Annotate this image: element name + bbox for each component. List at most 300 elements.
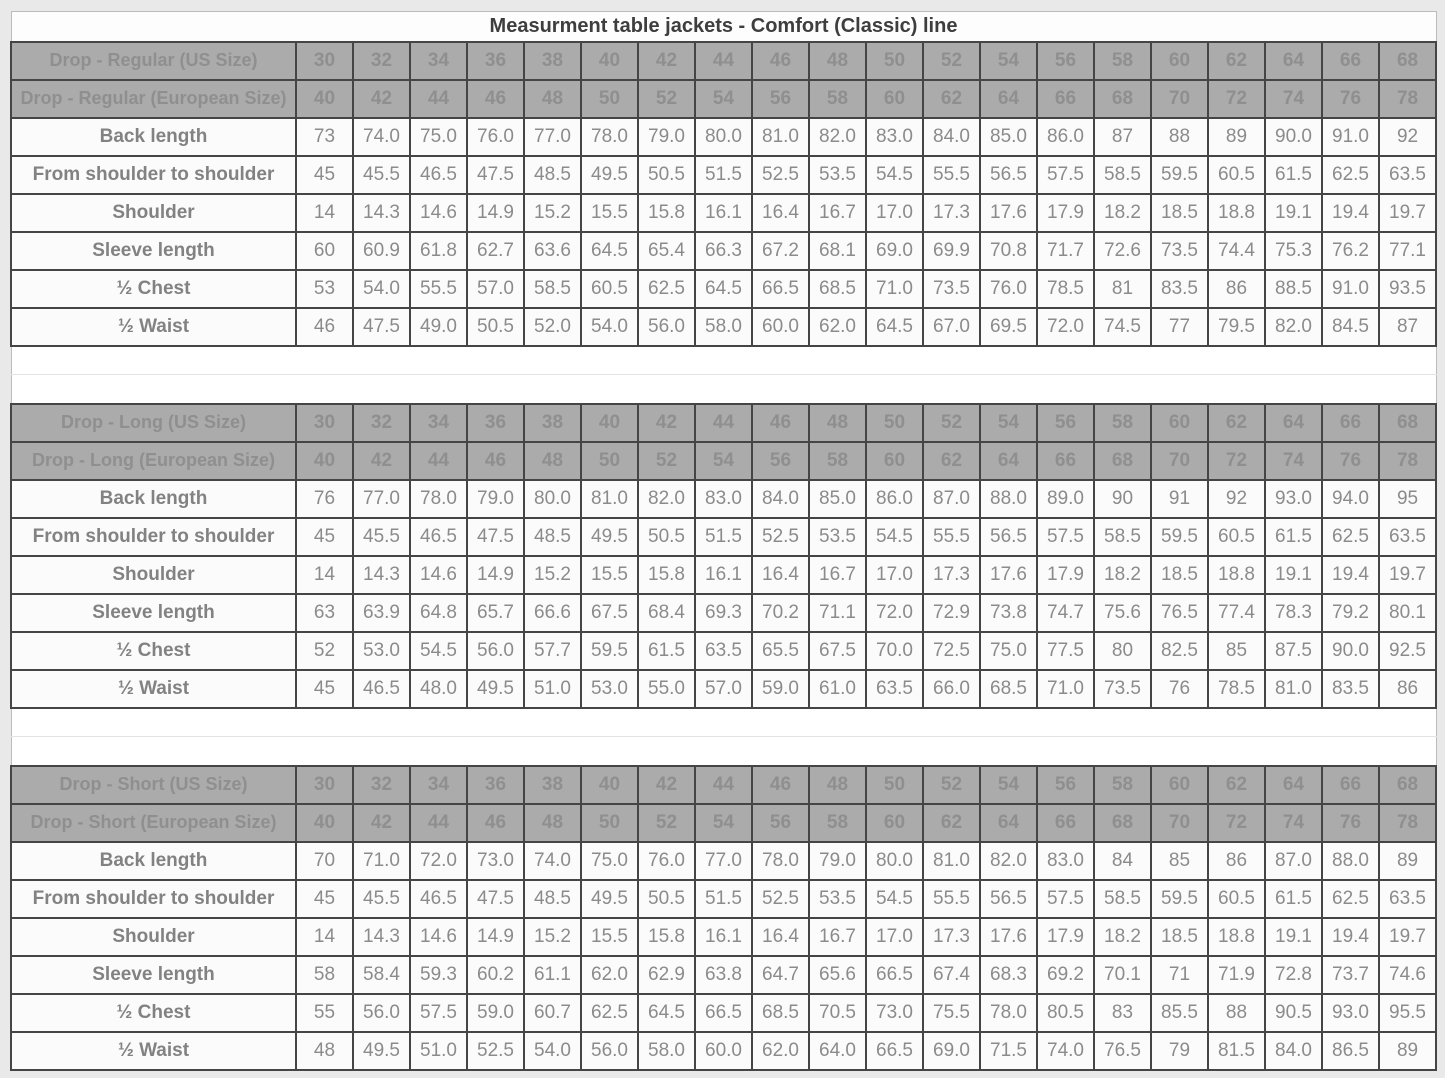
us-size-cell: 56 [1037, 42, 1094, 80]
measurement-value-cell: 19.1 [1265, 556, 1322, 594]
measurement-value-cell: 66.5 [695, 994, 752, 1032]
measurement-value-cell: 15.2 [524, 194, 581, 232]
us-size-cell: 66 [1322, 42, 1379, 80]
measurement-row [11, 842, 1436, 880]
measurement-value-cell: 82.0 [980, 842, 1037, 880]
eu-size-cell: 70 [1151, 80, 1208, 118]
measurement-value-cell: 60.5 [1208, 156, 1265, 194]
measurement-value-cell: 76 [1151, 670, 1208, 708]
eu-size-cell: 48 [524, 80, 581, 118]
us-size-cell: 34 [410, 42, 467, 80]
table-title: Measurment table jackets - Comfort (Classic) line [11, 12, 1436, 42]
measurement-value-cell: 73.7 [1322, 956, 1379, 994]
measurement-row [11, 194, 1436, 232]
measurement-row [11, 308, 1436, 346]
measurement-row [11, 1032, 1436, 1070]
measurement-value-cell: 52 [296, 632, 353, 670]
us-size-cell: 38 [524, 766, 581, 804]
us-size-cell: 56 [1037, 766, 1094, 804]
measurement-value-cell: 15.5 [581, 556, 638, 594]
measurement-value-cell: 47.5 [467, 156, 524, 194]
measurement-value-cell: 75.6 [1094, 594, 1151, 632]
measurement-value-cell: 50.5 [638, 156, 695, 194]
measurement-value-cell: 69.3 [695, 594, 752, 632]
measurement-value-cell: 45 [296, 670, 353, 708]
measurement-value-cell: 16.7 [809, 918, 866, 956]
measurement-value-cell: 45 [296, 518, 353, 556]
measurement-value-cell: 78.5 [1037, 270, 1094, 308]
measurement-value-cell: 63 [296, 594, 353, 632]
measurement-value-cell: 93.0 [1322, 994, 1379, 1032]
us-size-cell: 30 [296, 766, 353, 804]
eu-size-cell: 40 [296, 804, 353, 842]
measurement-value-cell: 17.3 [923, 194, 980, 232]
measurement-value-cell: 15.8 [638, 194, 695, 232]
measurement-value-cell: 88 [1151, 118, 1208, 156]
eu-size-cell: 62 [923, 804, 980, 842]
measurement-value-cell: 77.0 [695, 842, 752, 880]
measurement-value-cell: 50.5 [467, 308, 524, 346]
us-size-cell: 58 [1094, 404, 1151, 442]
eu-size-cell: 46 [467, 80, 524, 118]
measurement-table-body [11, 12, 1436, 1070]
measurement-value-cell: 75.0 [980, 632, 1037, 670]
eu-size-header-row [11, 442, 1436, 480]
measurement-value-cell: 66.5 [866, 1032, 923, 1070]
measurement-value-cell: 57.5 [1037, 518, 1094, 556]
measurement-row [11, 594, 1436, 632]
measurement-value-cell: 68.5 [752, 994, 809, 1032]
measurement-value-cell: 17.6 [980, 556, 1037, 594]
measurement-value-cell: 67.2 [752, 232, 809, 270]
measurement-value-cell: 56.0 [353, 994, 410, 1032]
measurement-value-cell: 70.0 [866, 632, 923, 670]
eu-size-cell: 64 [980, 442, 1037, 480]
measurement-value-cell: 53.5 [809, 518, 866, 556]
us-size-cell: 54 [980, 42, 1037, 80]
measurement-value-cell: 16.4 [752, 556, 809, 594]
measurement-value-cell: 62.5 [1322, 156, 1379, 194]
measurement-value-cell: 47.5 [467, 518, 524, 556]
us-size-cell: 64 [1265, 766, 1322, 804]
measurement-value-cell: 55 [296, 994, 353, 1032]
measurement-value-cell: 14 [296, 194, 353, 232]
measurement-value-cell: 58.0 [695, 308, 752, 346]
us-size-cell: 66 [1322, 404, 1379, 442]
measurement-value-cell: 59.5 [1151, 518, 1208, 556]
section-spacer-row [11, 737, 1436, 766]
measurement-row-label: Sleeve length [11, 594, 296, 632]
measurement-value-cell: 63.9 [353, 594, 410, 632]
measurement-value-cell: 93.5 [1379, 270, 1436, 308]
measurement-value-cell: 86.5 [1322, 1032, 1379, 1070]
measurement-value-cell: 45 [296, 156, 353, 194]
measurement-value-cell: 57.0 [467, 270, 524, 308]
measurement-value-cell: 64.5 [695, 270, 752, 308]
eu-size-cell: 58 [809, 804, 866, 842]
eu-size-cell: 52 [638, 80, 695, 118]
measurement-value-cell: 61.1 [524, 956, 581, 994]
section-spacer-cell [11, 375, 1436, 404]
measurement-value-cell: 82.0 [1265, 308, 1322, 346]
measurement-value-cell: 93.0 [1265, 480, 1322, 518]
us-size-cell: 48 [809, 42, 866, 80]
measurement-value-cell: 69.0 [923, 1032, 980, 1070]
measurement-value-cell: 67.4 [923, 956, 980, 994]
us-size-cell: 60 [1151, 42, 1208, 80]
measurement-value-cell: 85.0 [980, 118, 1037, 156]
measurement-value-cell: 79.0 [638, 118, 695, 156]
measurement-value-cell: 15.5 [581, 194, 638, 232]
measurement-value-cell: 76.0 [980, 270, 1037, 308]
measurement-value-cell: 70.1 [1094, 956, 1151, 994]
measurement-value-cell: 89 [1379, 1032, 1436, 1070]
measurement-value-cell: 19.4 [1322, 556, 1379, 594]
measurement-row-label: ½ Chest [11, 270, 296, 308]
eu-size-cell: 56 [752, 804, 809, 842]
eu-size-cell: 54 [695, 804, 752, 842]
eu-size-cell: 44 [410, 804, 467, 842]
measurement-value-cell: 90.0 [1322, 632, 1379, 670]
measurement-value-cell: 71.9 [1208, 956, 1265, 994]
eu-size-cell: 56 [752, 442, 809, 480]
eu-size-cell: 60 [866, 80, 923, 118]
us-size-cell: 44 [695, 766, 752, 804]
measurement-table [10, 11, 1437, 1071]
section-spacer-row [11, 375, 1436, 404]
measurement-value-cell: 18.2 [1094, 194, 1151, 232]
eu-size-cell: 62 [923, 442, 980, 480]
measurement-value-cell: 79 [1151, 1032, 1208, 1070]
measurement-value-cell: 46.5 [353, 670, 410, 708]
measurement-value-cell: 61.5 [638, 632, 695, 670]
measurement-value-cell: 84.0 [1265, 1032, 1322, 1070]
us-size-cell: 36 [467, 42, 524, 80]
measurement-value-cell: 54.0 [581, 308, 638, 346]
measurement-value-cell: 51.5 [695, 156, 752, 194]
measurement-value-cell: 49.5 [581, 156, 638, 194]
measurement-value-cell: 76.0 [638, 842, 695, 880]
measurement-value-cell: 14.3 [353, 194, 410, 232]
measurement-value-cell: 46.5 [410, 156, 467, 194]
measurement-value-cell: 54.5 [410, 632, 467, 670]
us-size-cell: 42 [638, 42, 695, 80]
measurement-value-cell: 76.5 [1151, 594, 1208, 632]
section-spacer-row [11, 346, 1436, 375]
us-size-header-label: Drop - Long (US Size) [11, 404, 296, 442]
us-size-cell: 50 [866, 404, 923, 442]
us-size-cell: 64 [1265, 404, 1322, 442]
us-size-cell: 60 [1151, 766, 1208, 804]
measurement-value-cell: 48.5 [524, 518, 581, 556]
measurement-value-cell: 67.0 [923, 308, 980, 346]
measurement-value-cell: 17.6 [980, 918, 1037, 956]
measurement-value-cell: 92.5 [1379, 632, 1436, 670]
us-size-cell: 36 [467, 766, 524, 804]
measurement-value-cell: 48.5 [524, 880, 581, 918]
measurement-value-cell: 64.5 [638, 994, 695, 1032]
measurement-value-cell: 65.4 [638, 232, 695, 270]
measurement-value-cell: 51.5 [695, 880, 752, 918]
measurement-value-cell: 81.0 [581, 480, 638, 518]
measurement-value-cell: 57.5 [1037, 156, 1094, 194]
measurement-value-cell: 53.0 [353, 632, 410, 670]
measurement-value-cell: 70.5 [809, 994, 866, 1032]
section-spacer-row [11, 708, 1436, 737]
measurement-value-cell: 69.5 [980, 308, 1037, 346]
eu-size-header-row [11, 80, 1436, 118]
measurement-value-cell: 78.0 [980, 994, 1037, 1032]
measurement-row [11, 880, 1436, 918]
measurement-value-cell: 63.5 [1379, 518, 1436, 556]
measurement-value-cell: 14 [296, 918, 353, 956]
measurement-value-cell: 58.0 [638, 1032, 695, 1070]
measurement-value-cell: 15.5 [581, 918, 638, 956]
measurement-value-cell: 81.5 [1208, 1032, 1265, 1070]
measurement-row-label: Shoulder [11, 918, 296, 956]
measurement-value-cell: 72.9 [923, 594, 980, 632]
measurement-value-cell: 86.0 [1037, 118, 1094, 156]
measurement-value-cell: 63.6 [524, 232, 581, 270]
us-size-cell: 60 [1151, 404, 1208, 442]
measurement-value-cell: 68.4 [638, 594, 695, 632]
section-spacer-cell [11, 737, 1436, 766]
measurement-value-cell: 83.0 [1037, 842, 1094, 880]
measurement-value-cell: 68.5 [980, 670, 1037, 708]
measurement-value-cell: 54.5 [866, 156, 923, 194]
measurement-value-cell: 75.0 [581, 842, 638, 880]
measurement-value-cell: 75.5 [923, 994, 980, 1032]
measurement-value-cell: 17.3 [923, 918, 980, 956]
measurement-value-cell: 65.7 [467, 594, 524, 632]
eu-size-cell: 46 [467, 804, 524, 842]
eu-size-cell: 72 [1208, 80, 1265, 118]
measurement-value-cell: 19.4 [1322, 918, 1379, 956]
us-size-cell: 62 [1208, 404, 1265, 442]
measurement-value-cell: 86.0 [866, 480, 923, 518]
us-size-cell: 40 [581, 766, 638, 804]
measurement-value-cell: 78.3 [1265, 594, 1322, 632]
measurement-value-cell: 53.5 [809, 156, 866, 194]
eu-size-cell: 70 [1151, 442, 1208, 480]
measurement-value-cell: 16.1 [695, 918, 752, 956]
eu-size-cell: 74 [1265, 442, 1322, 480]
measurement-value-cell: 88.5 [1265, 270, 1322, 308]
measurement-value-cell: 62.5 [638, 270, 695, 308]
measurement-value-cell: 70 [296, 842, 353, 880]
measurement-value-cell: 80.0 [524, 480, 581, 518]
measurement-value-cell: 67.5 [809, 632, 866, 670]
measurement-row-label: Sleeve length [11, 232, 296, 270]
measurement-value-cell: 88.0 [1322, 842, 1379, 880]
measurement-value-cell: 17.0 [866, 556, 923, 594]
measurement-value-cell: 18.2 [1094, 556, 1151, 594]
measurement-value-cell: 76.2 [1322, 232, 1379, 270]
measurement-value-cell: 63.5 [1379, 880, 1436, 918]
measurement-value-cell: 15.8 [638, 918, 695, 956]
measurement-value-cell: 64.5 [866, 308, 923, 346]
us-size-cell: 68 [1379, 42, 1436, 80]
measurement-row [11, 518, 1436, 556]
measurement-value-cell: 52.5 [752, 518, 809, 556]
measurement-value-cell: 95.5 [1379, 994, 1436, 1032]
measurement-value-cell: 64.5 [581, 232, 638, 270]
measurement-value-cell: 18.5 [1151, 556, 1208, 594]
eu-size-cell: 70 [1151, 804, 1208, 842]
us-size-cell: 38 [524, 404, 581, 442]
measurement-value-cell: 56.0 [467, 632, 524, 670]
measurement-value-cell: 78.0 [410, 480, 467, 518]
measurement-value-cell: 64.0 [809, 1032, 866, 1070]
measurement-value-cell: 47.5 [467, 880, 524, 918]
measurement-value-cell: 17.3 [923, 556, 980, 594]
eu-size-cell: 40 [296, 80, 353, 118]
us-size-cell: 46 [752, 42, 809, 80]
measurement-row [11, 670, 1436, 708]
measurement-value-cell: 79.5 [1208, 308, 1265, 346]
measurement-value-cell: 15.2 [524, 918, 581, 956]
eu-size-cell: 48 [524, 442, 581, 480]
measurement-value-cell: 14.6 [410, 918, 467, 956]
measurement-value-cell: 48.0 [410, 670, 467, 708]
measurement-value-cell: 58.5 [1094, 880, 1151, 918]
us-size-cell: 46 [752, 404, 809, 442]
eu-size-cell: 68 [1094, 804, 1151, 842]
measurement-value-cell: 87 [1379, 308, 1436, 346]
measurement-value-cell: 80.1 [1379, 594, 1436, 632]
measurement-value-cell: 71.0 [353, 842, 410, 880]
measurement-value-cell: 63.5 [866, 670, 923, 708]
eu-size-cell: 54 [695, 442, 752, 480]
us-size-cell: 52 [923, 404, 980, 442]
measurement-value-cell: 59.5 [581, 632, 638, 670]
eu-size-cell: 40 [296, 442, 353, 480]
measurement-value-cell: 78.5 [1208, 670, 1265, 708]
measurement-value-cell: 64.7 [752, 956, 809, 994]
measurement-value-cell: 55.5 [923, 518, 980, 556]
eu-size-cell: 78 [1379, 442, 1436, 480]
us-size-header-label: Drop - Regular (US Size) [11, 42, 296, 80]
us-size-cell: 56 [1037, 404, 1094, 442]
measurement-value-cell: 74.5 [1094, 308, 1151, 346]
measurement-value-cell: 82.0 [638, 480, 695, 518]
eu-size-cell: 78 [1379, 80, 1436, 118]
measurement-value-cell: 14.3 [353, 918, 410, 956]
measurement-value-cell: 77.0 [353, 480, 410, 518]
measurement-value-cell: 88.0 [980, 480, 1037, 518]
us-size-cell: 44 [695, 404, 752, 442]
measurement-value-cell: 55.5 [923, 880, 980, 918]
measurement-value-cell: 71 [1151, 956, 1208, 994]
eu-size-cell: 44 [410, 442, 467, 480]
measurement-value-cell: 46.5 [410, 518, 467, 556]
measurement-row-label: Back length [11, 118, 296, 156]
eu-size-cell: 60 [866, 442, 923, 480]
measurement-value-cell: 48 [296, 1032, 353, 1070]
measurement-value-cell: 72.8 [1265, 956, 1322, 994]
measurement-value-cell: 60.0 [752, 308, 809, 346]
eu-size-cell: 68 [1094, 442, 1151, 480]
measurement-value-cell: 56.0 [638, 308, 695, 346]
measurement-value-cell: 18.8 [1208, 556, 1265, 594]
eu-size-cell: 66 [1037, 804, 1094, 842]
measurement-value-cell: 16.1 [695, 194, 752, 232]
measurement-value-cell: 85 [1151, 842, 1208, 880]
us-size-cell: 64 [1265, 42, 1322, 80]
measurement-row-label: ½ Waist [11, 308, 296, 346]
measurement-value-cell: 83 [1094, 994, 1151, 1032]
measurement-value-cell: 86 [1208, 270, 1265, 308]
eu-size-cell: 42 [353, 442, 410, 480]
eu-size-cell: 72 [1208, 442, 1265, 480]
eu-size-cell: 60 [866, 804, 923, 842]
measurement-value-cell: 83.5 [1322, 670, 1379, 708]
measurement-value-cell: 60 [296, 232, 353, 270]
eu-size-cell: 66 [1037, 80, 1094, 118]
measurement-value-cell: 46.5 [410, 880, 467, 918]
measurement-value-cell: 61.8 [410, 232, 467, 270]
measurement-value-cell: 60.9 [353, 232, 410, 270]
eu-size-cell: 52 [638, 804, 695, 842]
measurement-value-cell: 77 [1151, 308, 1208, 346]
measurement-value-cell: 58 [296, 956, 353, 994]
measurement-value-cell: 63.5 [695, 632, 752, 670]
measurement-value-cell: 50.5 [638, 518, 695, 556]
measurement-value-cell: 75.3 [1265, 232, 1322, 270]
measurement-value-cell: 14.3 [353, 556, 410, 594]
measurement-value-cell: 62.0 [581, 956, 638, 994]
measurement-value-cell: 61.5 [1265, 156, 1322, 194]
measurement-value-cell: 18.8 [1208, 918, 1265, 956]
measurement-value-cell: 61.5 [1265, 518, 1322, 556]
measurement-value-cell: 91 [1151, 480, 1208, 518]
eu-size-cell: 50 [581, 80, 638, 118]
measurement-value-cell: 62.5 [1322, 880, 1379, 918]
measurement-value-cell: 58.5 [1094, 518, 1151, 556]
measurement-value-cell: 71.0 [1037, 670, 1094, 708]
measurement-value-cell: 53 [296, 270, 353, 308]
eu-size-header-label: Drop - Long (European Size) [11, 442, 296, 480]
measurement-row-label: ½ Chest [11, 994, 296, 1032]
measurement-value-cell: 45.5 [353, 880, 410, 918]
measurement-value-cell: 15.2 [524, 556, 581, 594]
eu-size-cell: 52 [638, 442, 695, 480]
measurement-value-cell: 57.5 [1037, 880, 1094, 918]
measurement-value-cell: 19.1 [1265, 194, 1322, 232]
measurement-row [11, 232, 1436, 270]
us-size-cell: 52 [923, 42, 980, 80]
measurement-value-cell: 77.5 [1037, 632, 1094, 670]
measurement-value-cell: 53.5 [809, 880, 866, 918]
measurement-value-cell: 73 [296, 118, 353, 156]
us-size-cell: 54 [980, 404, 1037, 442]
measurement-value-cell: 73.0 [866, 994, 923, 1032]
section-spacer-cell [11, 708, 1436, 737]
measurement-value-cell: 48.5 [524, 156, 581, 194]
measurement-value-cell: 16.7 [809, 556, 866, 594]
measurement-value-cell: 62.0 [809, 308, 866, 346]
measurement-value-cell: 63.5 [1379, 156, 1436, 194]
measurement-value-cell: 65.6 [809, 956, 866, 994]
eu-size-cell: 76 [1322, 804, 1379, 842]
measurement-value-cell: 49.5 [581, 518, 638, 556]
measurement-value-cell: 73.5 [923, 270, 980, 308]
measurement-row-label: From shoulder to shoulder [11, 156, 296, 194]
eu-size-cell: 76 [1322, 80, 1379, 118]
measurement-value-cell: 49.5 [467, 670, 524, 708]
measurement-row [11, 270, 1436, 308]
measurement-value-cell: 71.0 [866, 270, 923, 308]
